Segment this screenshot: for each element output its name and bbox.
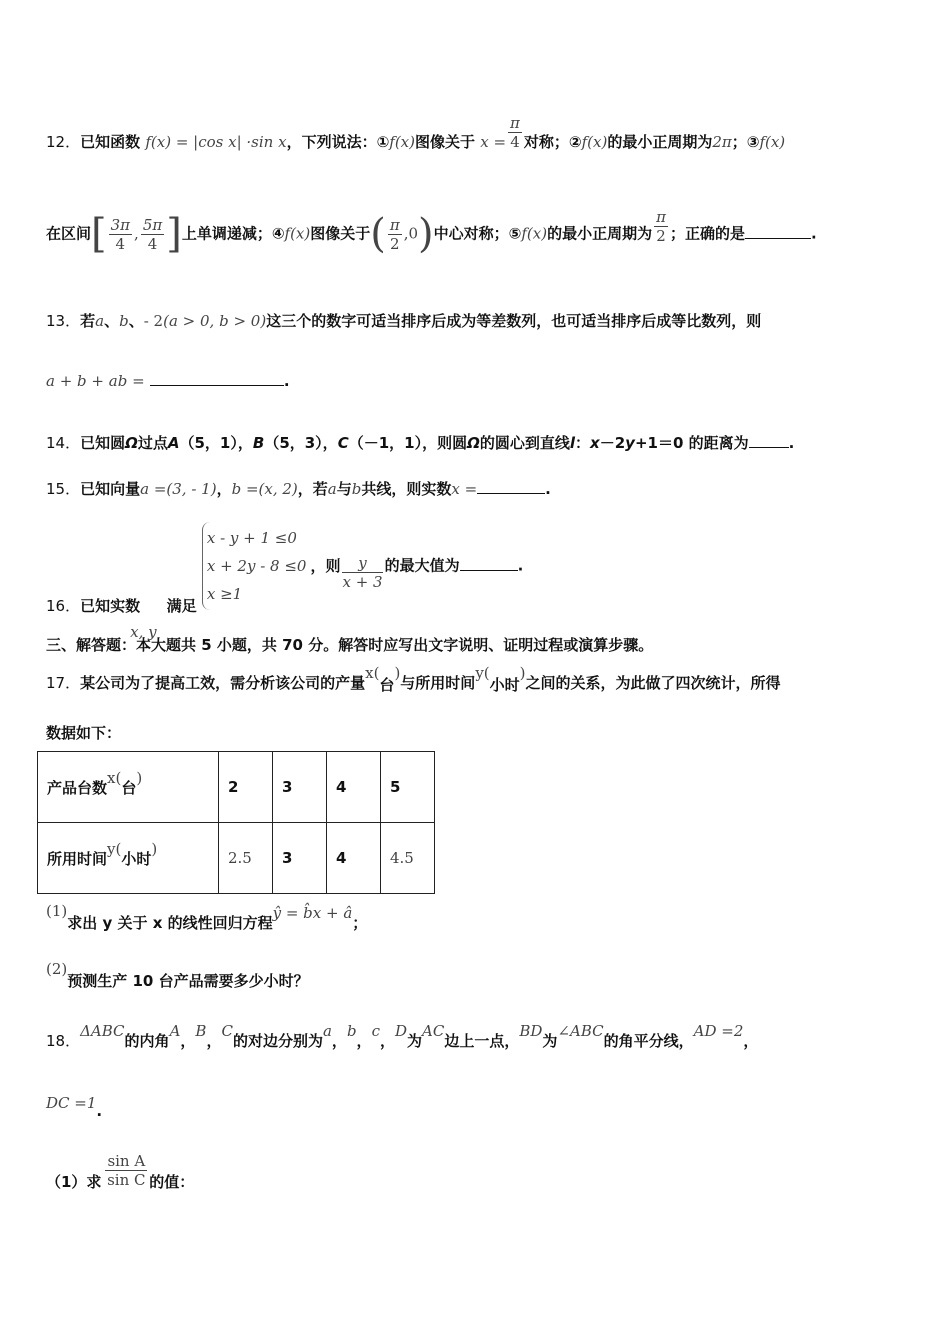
q16-line: 16．已知实数x, y满足 x - y + 1 ≤0 x + 2y - 8 ≤0 x ≥1 ，则 $\frac{y}{x + 3}$ 的最大值为 . — [46, 522, 523, 610]
q16-number: 16． — [46, 596, 81, 615]
table-cell: 2 — [219, 752, 273, 823]
fraction-5pi-4: $\frac{5\pi}{4}$ — [142, 215, 163, 253]
q13-line1: 13．若a、b、- 2(a > 0, b > 0)这三个的数字可适当排序后成为等差数列，也可适当排序后成等比数列，则 — [46, 312, 762, 330]
q12-line1: 12．已知函数 f(x) = |cos x| ·sin x，下列说法：①f(x)图像关于 x = $\frac{\pi}{4}$ 对称；②f(x)的最小正周期为2π；③f(x) — [46, 114, 786, 151]
answer-blank-16[interactable] — [460, 570, 518, 571]
constraint-system: x - y + 1 ≤0 x + 2y - 8 ≤0 x ≥1 — [202, 522, 311, 610]
answer-blank-14[interactable] — [749, 447, 789, 448]
q15-line: 15．已知向量a =(3, - 1)，b =(x, 2)，若a与b共线，则实数x = . — [46, 480, 551, 498]
q14-number: 14． — [46, 434, 81, 452]
q18-number: 18． — [46, 1032, 81, 1050]
q12-line2: 在区间[ $\frac{3\pi}{4}$ , $\frac{5\pi}{4}$ ]上单调递减；④f(x)图像关于( $\frac{\pi}{2}$ ,0)中心对称；⑤f(x)的最小正周期为 $\frac{\pi}{2}$ ；正确的是 . — [46, 207, 817, 257]
fraction-y-over-x3: $\frac{y}{x + 3}$ — [342, 553, 383, 591]
table-cell: 2.5 — [219, 823, 273, 894]
table-cell: 4.5 — [381, 823, 435, 894]
answer-blank-13[interactable] — [150, 385, 284, 386]
q12-function: f(x) = |cos x| ·sin x — [145, 133, 287, 151]
q18-line1: 18．ΔABC的内角A，B，C的对边分别为a，b，c，D为AC边上一点，BD为∠ABC的角平分线，AD =2， — [46, 1022, 759, 1050]
q15-number: 15． — [46, 480, 81, 498]
fraction-3pi-4: $\frac{3\pi}{4}$ — [110, 215, 131, 253]
fraction-pi-2b: $\frac{\pi}{2}$ — [656, 207, 666, 245]
answer-blank-12[interactable] — [745, 238, 811, 239]
q12-number: 12． — [46, 133, 81, 151]
table-cell: 3 — [273, 752, 327, 823]
section3-heading: 三、解答题：本大题共 5 小题，共 70 分。解答时应写出文字说明、证明过程或演算步骤。 — [46, 636, 654, 654]
q17-line2: 数据如下： — [46, 724, 122, 742]
fraction-pi-4: $\frac{\pi}{4}$ — [510, 114, 520, 151]
q18-line2: DC =1. — [46, 1094, 103, 1120]
q17-part1: (1)求出 y 关于 x 的线性回归方程ŷ = b̂x + â； — [46, 902, 368, 932]
q14-line: 14．已知圆Ω过点A（5，1），B（5，3），C（－1，1），则圆Ω的圆心到直线l：x－2y+1＝0 的距离为 . — [46, 434, 795, 452]
table-cell: 5 — [381, 752, 435, 823]
fraction-sinA-sinC: $\frac{\text{sin A}}{\text{sin C}}$ — [107, 1152, 146, 1189]
table-row — [38, 752, 435, 823]
q13-line2: a + b + ab = . — [46, 372, 290, 390]
q17-number: 17． — [46, 674, 81, 692]
q18-part1: （1）求 $\frac{\text{sin A}}{\text{sin C}}$ 的值： — [46, 1152, 195, 1191]
q13-number: 13． — [46, 312, 81, 330]
table-cell: 4 — [327, 752, 381, 823]
data-table — [37, 751, 435, 894]
q17-line1: 17．某公司为了提高工效，需分析该公司的产量x(台)与所用时间y(小时)之间的关系，为此做了四次统计，所得 — [46, 664, 781, 694]
q17-part2: (2)预测生产 10 台产品需要多少小时？ — [46, 960, 309, 990]
table-row — [38, 823, 435, 894]
table-cell: 3 — [273, 823, 327, 894]
table-cell: 4 — [327, 823, 381, 894]
fraction-pi-2: $\frac{\pi}{2}$ — [389, 215, 400, 253]
table-header-cell: 所用时间y(小时) — [38, 823, 219, 894]
table-header-cell: 产品台数x(台) — [38, 752, 219, 823]
answer-blank-15[interactable] — [477, 493, 545, 494]
